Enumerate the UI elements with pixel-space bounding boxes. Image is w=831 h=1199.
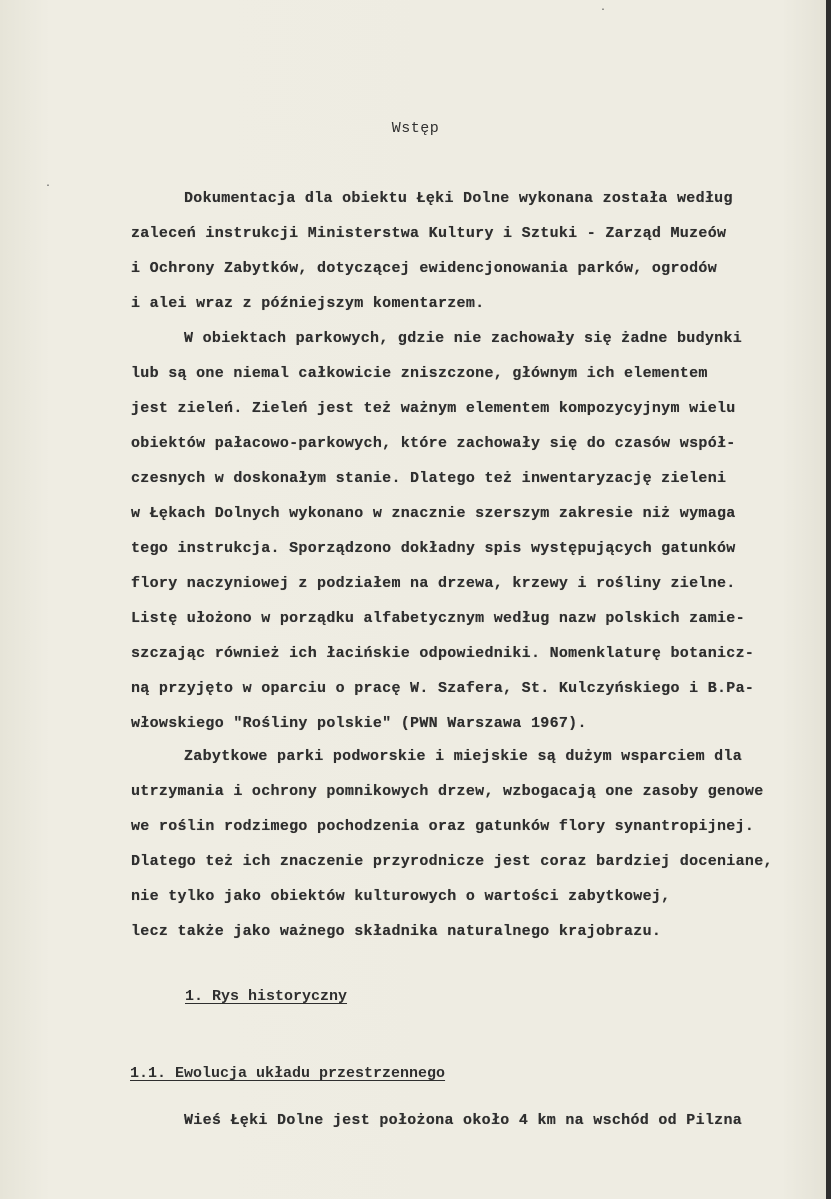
- text-line: i alei wraz z późniejszym komentarzem.: [131, 295, 485, 312]
- margin-mark: ·: [45, 181, 52, 192]
- text-line: w Łękach Dolnych wykonano w znacznie szerszym zakresie niż wymaga: [131, 505, 736, 522]
- final-line: Wieś Łęki Dolne jest położona około 4 km na wschód od Pilzna: [184, 1112, 743, 1129]
- text-line: zaleceń instrukcji Ministerstwa Kultury i Sztuki - Zarząd Muzeów: [131, 225, 727, 242]
- text-line: lecz także jako ważnego składnika naturalnego krajobrazu.: [131, 923, 662, 940]
- text-line: Zabytkowe parki podworskie i miejskie są dużym wsparciem dla: [184, 748, 743, 765]
- text-line: jest zieleń. Zieleń jest też ważnym elementem kompozycyjnym wielu: [131, 400, 736, 417]
- text-line: we roślin rodzimego pochodzenia oraz gatunków flory synantropijnej.: [131, 818, 755, 835]
- subsection-heading: 1.1. Ewolucja układu przestrzennego: [130, 1065, 446, 1082]
- page-title: Wstęp: [391, 120, 440, 137]
- scan-edge: [826, 0, 831, 1199]
- text-line: W obiektach parkowych, gdzie nie zachowały się żadne budynki: [184, 330, 743, 347]
- text-line: flory naczyniowej z podziałem na drzewa, krzewy i rośliny zielne.: [131, 575, 736, 592]
- text-line: Listę ułożono w porządku alfabetycznym według nazw polskich zamie-: [131, 610, 745, 627]
- text-line: Dlatego też ich znaczenie przyrodnicze jest coraz bardziej doceniane,: [131, 853, 773, 870]
- text-line: włowskiego "Rośliny polskie" (PWN Warszawa 1967).: [131, 715, 587, 732]
- text-line: lub są one niemal całkowicie zniszczone, głównym ich elementem: [131, 365, 708, 382]
- corner-mark: ·: [600, 5, 607, 16]
- section-heading: 1. Rys historyczny: [185, 988, 348, 1005]
- text-line: Dokumentacja dla obiektu Łęki Dolne wykonana została według: [184, 190, 733, 207]
- text-line: ną przyjęto w oparciu o pracę W. Szafera, St. Kulczyńskiego i B.Pa-: [131, 680, 755, 697]
- text-line: tego instrukcja. Sporządzono dokładny spis występujących gatunków: [131, 540, 736, 557]
- text-line: nie tylko jako obiektów kulturowych o wartości zabytkowej,: [131, 888, 671, 905]
- text-line: utrzymania i ochrony pomnikowych drzew, wzbogacają one zasoby genowe: [131, 783, 764, 800]
- text-line: i Ochrony Zabytków, dotyczącej ewidencjonowania parków, ogrodów: [131, 260, 717, 277]
- text-line: szczając również ich łacińskie odpowiedniki. Nomenklaturę botanicz-: [131, 645, 755, 662]
- text-line: obiektów pałacowo-parkowych, które zachowały się do czasów współ-: [131, 435, 736, 452]
- text-line: czesnych w doskonałym stanie. Dlatego też inwentaryzację zieleni: [131, 470, 727, 487]
